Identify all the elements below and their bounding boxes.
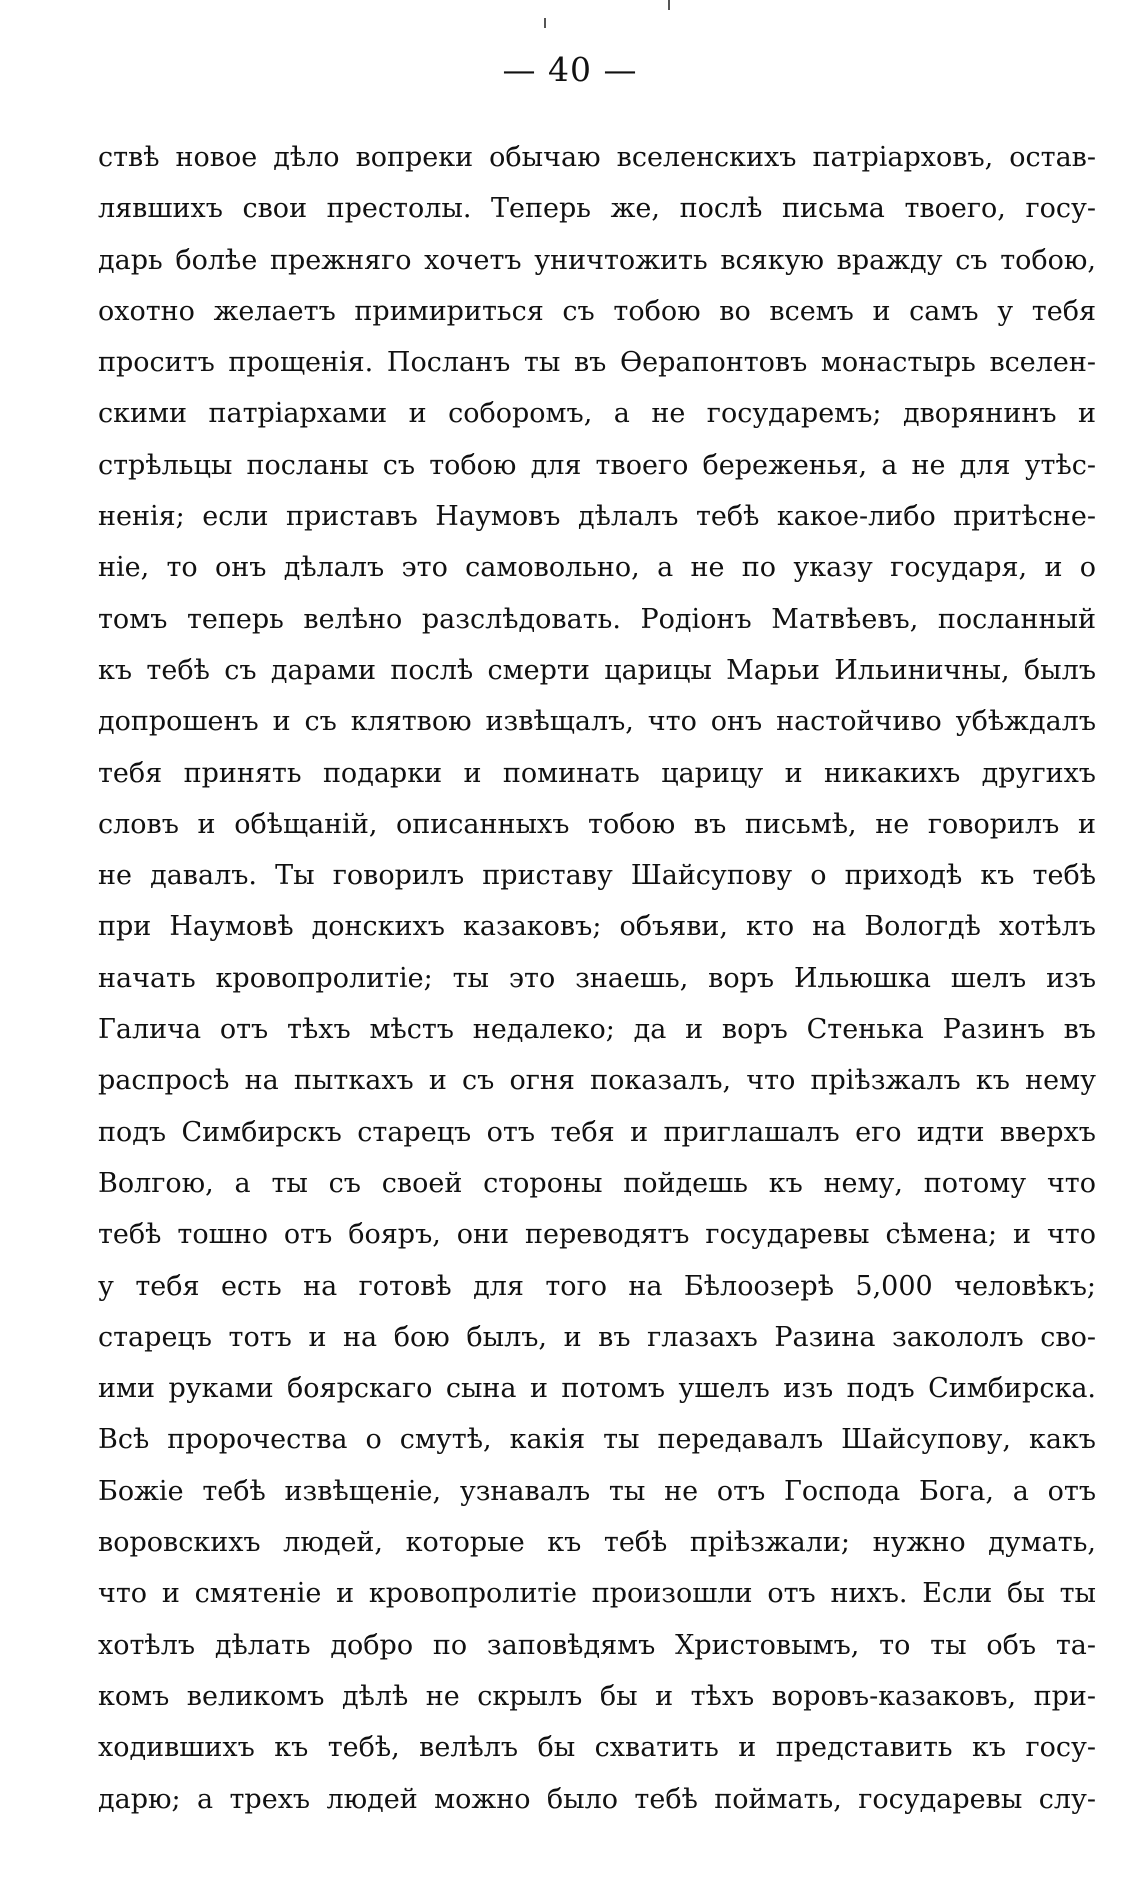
text-line-11: къ тебѣ съ дарами послѣ смерти царицы Марьи Ильиничны, былъ [98,654,1096,686]
text-line-25: ими руками боярскаго сына и потомъ ушелъ изъ подъ Симбирска. [98,1373,1096,1405]
text-line-1: ствѣ новое дѣло вопреки обычаю вселенскихъ патріарховъ, остав- [98,142,1096,173]
text-line-31: комъ великомъ дѣлѣ не скрылъ бы и тѣхъ воровъ-казаковъ, при- [98,1680,1096,1712]
text-line-19: распросѣ на пыткахъ и съ огня показалъ, что пріѣзжалъ къ нему [98,1065,1096,1097]
text-line-26: Всѣ пророчества о смутѣ, какія ты передавалъ Шайсупову, какъ [98,1424,1096,1456]
text-line-18: Галича отъ тѣхъ мѣстъ недалеко; да и воръ Стенька Разинъ въ [98,1014,1096,1046]
text-line-28: воровскихъ людей, которые къ тебѣ пріѣзжали; нужно думать, [98,1527,1096,1559]
text-line-6: скими патріархами и соборомъ, а не государемъ; дворянинъ и [98,398,1096,430]
text-line-7: стрѣльцы посланы съ тобою для твоего береженья, а не для утѣс- [98,449,1096,481]
text-line-27: Божіе тебѣ извѣщеніе, узнавалъ ты не отъ Господа Бога, а отъ [98,1475,1096,1507]
text-line-30: хотѣлъ дѣлать добро по заповѣдямъ Христовымъ, то ты объ та- [98,1629,1096,1661]
text-line-20: подъ Симбирскъ старецъ отъ тебя и приглашалъ его идти вверхъ [98,1116,1096,1148]
text-line-29: что и смятеніе и кровопролитіе произошли отъ нихъ. Если бы ты [98,1578,1096,1610]
scan-mark-top-right [668,0,670,10]
text-line-23: у тебя есть на готовѣ для того на Бѣлоозерѣ 5,000 человѣкъ; [98,1270,1096,1302]
text-line-21: Волгою, а ты съ своей стороны пойдешь къ нему, потому что [98,1167,1096,1199]
text-line-10: томъ теперь велѣно разслѣдовать. Родіонъ Матвѣевъ, посланный [98,603,1096,635]
scan-mark-top [544,18,546,28]
text-line-4: охотно желаетъ примириться съ тобою во всемъ и самъ у тебя [98,295,1096,327]
text-line-8: ненія; если приставъ Наумовъ дѣлалъ тебѣ какое-либо притѣсне- [98,501,1096,533]
text-line-12: допрошенъ и съ клятвою извѣщалъ, что онъ настойчиво убѣждалъ [98,706,1096,738]
text-line-22: тебѣ тошно отъ бояръ, они переводятъ государевы сѣмена; и что [98,1219,1096,1251]
text-line-2: лявшихъ свои престолы. Теперь же, послѣ письма твоего, госу- [98,193,1096,225]
text-line-5: проситъ прощенія. Посланъ ты въ Ѳерапонтовъ монастырь вселен- [98,347,1096,379]
text-line-9: ніе, то онъ дѣлалъ это самовольно, а не по указу государя, и о [98,552,1096,584]
text-line-3: дарь болѣе прежняго хочетъ уничтожить всякую вражду съ тобою, [98,244,1096,276]
body-text [98,132,1096,1825]
text-line-16: при Наумовѣ донскихъ казаковъ; объяви, кто на Вологдѣ хотѣлъ [98,911,1096,943]
text-line-15: не давалъ. Ты говорилъ приставу Шайсупову о приходѣ къ тебѣ [98,860,1096,892]
page-number: — 40 — [502,50,638,89]
text-line-32: ходившихъ къ тебѣ, велѣлъ бы схватить и представить къ госу- [98,1732,1096,1764]
text-line-17: начать кровопролитіе; ты это знаешь, воръ Ильюшка шелъ изъ [98,962,1096,994]
text-line-33: дарю; а трехъ людей можно было тебѣ поймать, государевы слу- [98,1783,1096,1815]
text-line-13: тебя принять подарки и поминать царицу и никакихъ другихъ [98,757,1096,789]
text-line-24: старецъ тотъ и на бою былъ, и въ глазахъ Разина закололъ сво- [98,1321,1096,1353]
text-line-14: словъ и обѣщаній, описанныхъ тобою въ письмѣ, не говорилъ и [98,808,1096,840]
